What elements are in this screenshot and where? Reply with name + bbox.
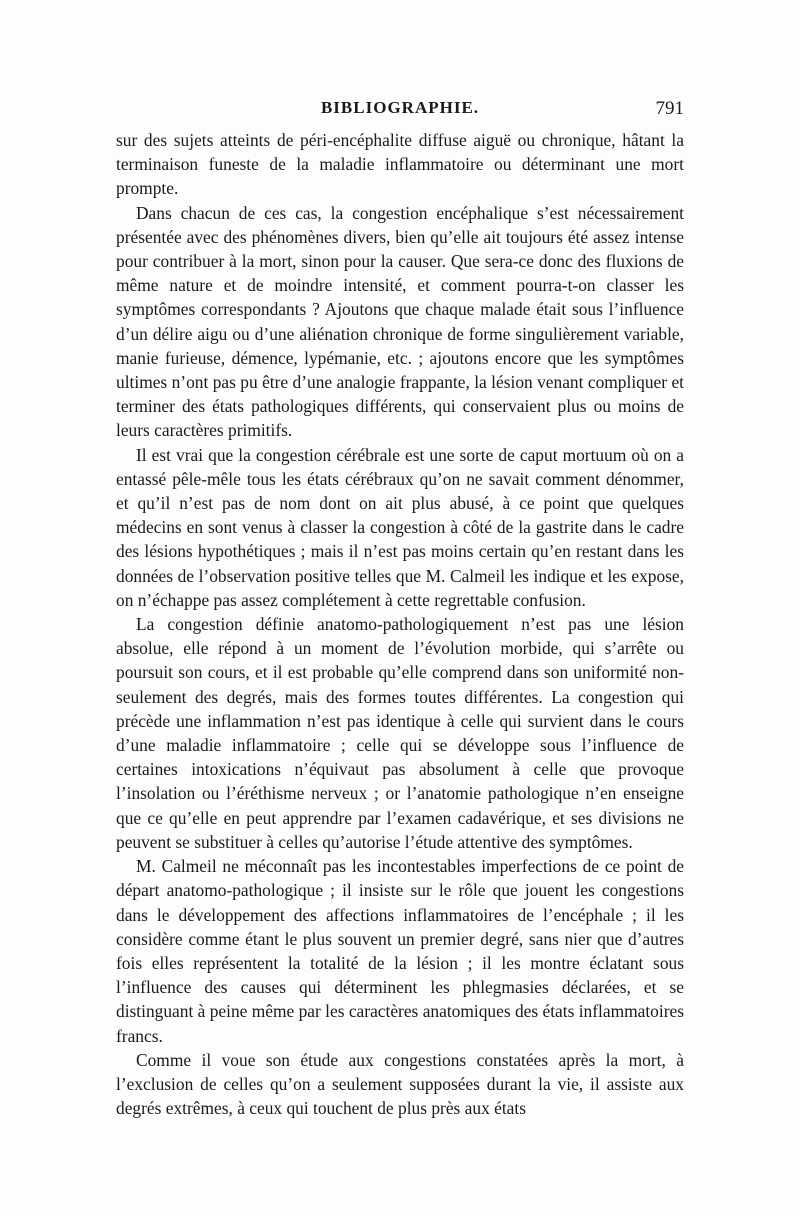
paragraph: Il est vrai que la congestion cérébrale est une sorte de caput mortuum où on a entassé pêle-mêle tous les états cérébraux qu’on ne savait comment dénommer, et qu’il n’est pas de nom dont on ait plus abusé, à ce point que quelques médecins en sont venus à classer la congestion à côté de la gastrite dans le cadre des lésions hypothétiques ; mais il n’est pas moins certain qu’en restant dans les données de l’observation positive telles que M. Calmeil les indique et les expose, on n’échappe pas assez complétement à cette regrettable confusion. (116, 444, 684, 610)
paragraph: sur des sujets atteints de péri-encéphalite diffuse aiguë ou chronique, hâtant la terminaison funeste de la maladie inflammatoire ou déterminant une mort prompte. (116, 130, 684, 199)
paragraph: Dans chacun de ces cas, la congestion encéphalique s’est nécessairement présentée avec des phénomènes divers, bien qu’elle ait toujours été assez intense pour contribuer à la mort, sinon pour la causer. Que sera-ce donc des fluxions de même nature et de moindre intensité, et comment pourra-t-on classer les symptômes correspondants ? Ajoutons que chaque malade était sous l’influence d’un délire aigu ou d’une aliénation chronique de forme singulièrement variable, manie furieuse, démence, lypémanie, etc. ; ajoutons encore que les symptômes ultimes n’ont pas pu être d’une analogie frappante, la lésion venant compliquer et terminer des états pathologiques différents, qui conservaient plus ou moins de leurs caractères primitifs. (116, 202, 684, 441)
running-title: BIBLIOGRAPHIE. (320, 98, 480, 117)
paragraph: Comme il voue son étude aux congestions constatées après la mort, à l’exclusion de celles qu’on a seulement supposées durant la vie, il assiste aux degrés extrêmes, à ceux qui touchent de plus près aux états (116, 1049, 684, 1119)
body-text (116, 128, 684, 1120)
running-head (116, 98, 684, 126)
paragraph: La congestion définie anatomo-pathologiquement n’est pas une lésion absolue, elle répond à un moment de l’évolution morbide, qui s’arrête ou poursuit son cours, et il est probable qu’elle comprend dans son uniformité non-seulement des degrés, mais des formes toutes différentes. La congestion qui précède une inflammation n’est pas identique à celle qui survient dans le cours d’une maladie inflammatoire ; celle qui se développe sous l’influence de certaines intoxications n’équivaut pas absolument à celle que provoque l’insolation ou l’éréthisme nerveux ; or l’anatomie pathologique n’en enseigne que ce qu’elle en peut apprendre par l’examen cadavérique, et ses divisions ne peuvent se substituer à celles qu’autorise l’étude attentive des symptômes. (116, 614, 684, 852)
paragraph: M. Calmeil ne méconnaît pas les incontestables imperfections de ce point de départ anatomo-pathologique ; il insiste sur le rôle que jouent les congestions dans le développement des affections inflammatoires de l’encéphale ; il les considère comme étant le plus souvent un premier degré, sans nier que d’autres fois elles représentent la totalité de la lésion ; il les montre éclatant sous l’influence des causes qui déterminent les phlegmasies déclarées, et se distinguant à peine même par les caractères anatomiques des états inflammatoires francs. (116, 856, 684, 1046)
page-number: 791 (655, 98, 684, 119)
